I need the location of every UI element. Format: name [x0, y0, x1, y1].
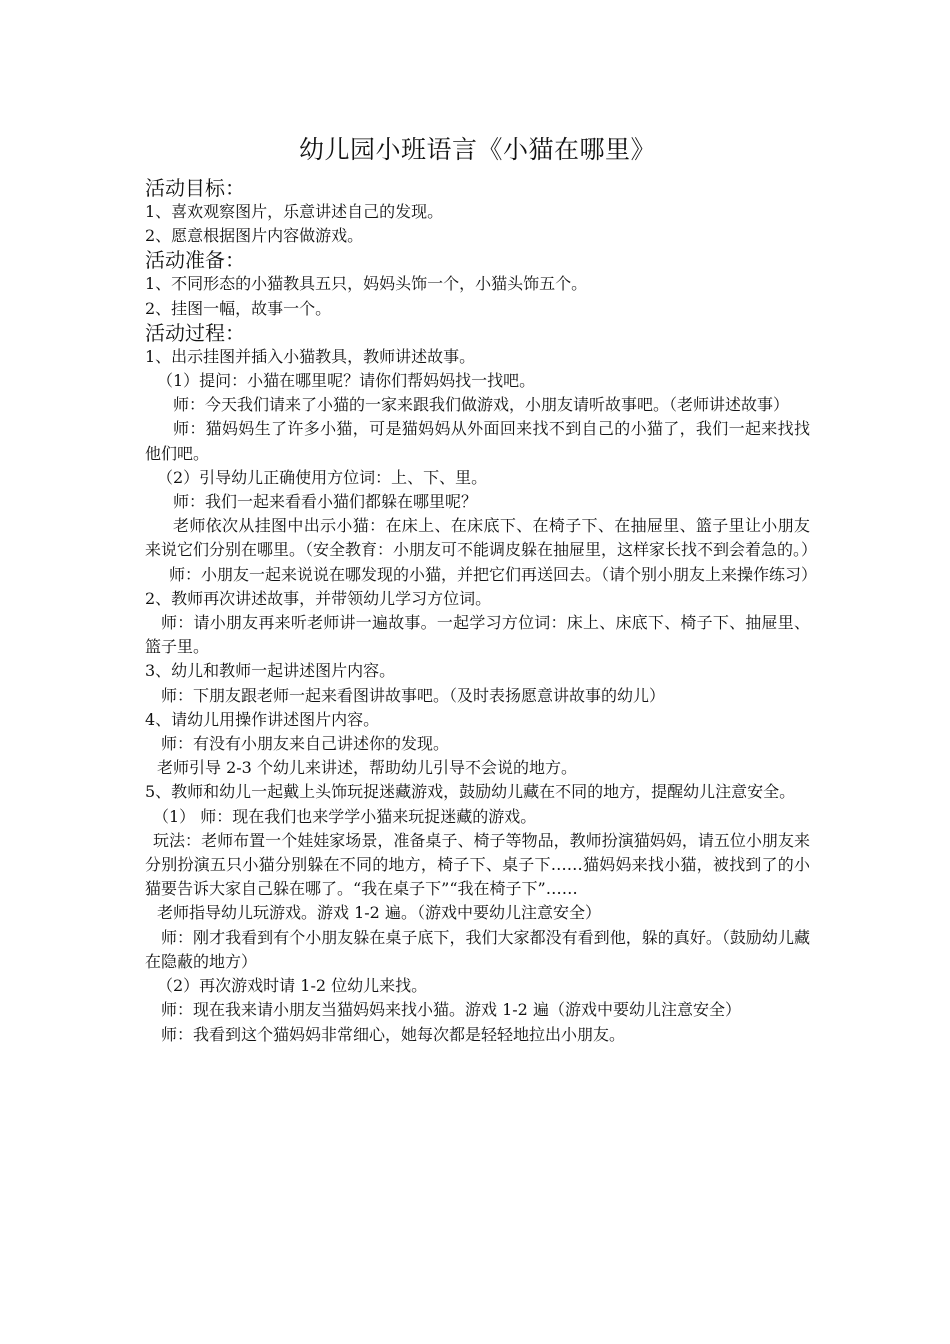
paragraph: 师：刚才我看到有个小朋友躲在桌子底下，我们大家都没有看到他，躲的真好。（鼓励幼儿藏在隐蔽的地方）	[145, 927, 810, 971]
paragraph: （2）引导幼儿正确使用方位词：上、下、里。	[157, 467, 488, 487]
section-heading: 活动过程：	[145, 320, 245, 345]
paragraph: 1、喜欢观察图片，乐意讲述自己的发现。	[145, 202, 444, 221]
paragraph: 师：请小朋友再来听老师讲一遍故事。一起学习方位词：床上、床底下、椅子下、抽屉里、篮子里。	[145, 613, 810, 657]
paragraph: 5、教师和幼儿一起戴上头饰玩捉迷藏游戏，鼓励幼儿藏在不同的地方，提醒幼儿注意安全。	[145, 782, 796, 802]
paragraph: 老师依次从挂图中出示小猫：在床上、在床底下、在椅子下、在抽屉里、篮子里让小朋友来说它们分别在哪里。（安全教育：小朋友可不能调皮躲在抽屉里，这样家长找不到会着急的。）	[145, 516, 818, 560]
section-heading: 活动目标：	[145, 176, 245, 200]
paragraph: 2、教师再次讲述故事，并带领幼儿学习方位词。	[145, 588, 492, 608]
paragraph: （2）再次游戏时请 1-2 位幼儿来找。	[157, 976, 428, 996]
paragraph: 师：现在我来请小朋友当猫妈妈来找小猫。游戏 1-2 遍（游戏中要幼儿注意安全）	[161, 1000, 741, 1020]
paragraph: 3、幼儿和教师一起讲述图片内容。	[145, 661, 396, 681]
paragraph: 1、不同形态的小猫教具五只，妈妈头饰一个，小猫头饰五个。	[145, 274, 588, 294]
paragraph: 老师指导幼儿玩游戏。游戏 1-2 遍。（游戏中要幼儿注意安全）	[157, 903, 601, 923]
paragraph: 4、请幼儿用操作讲述图片内容。	[145, 709, 380, 729]
paragraph: （1） 师：现在我们也来学学小猫来玩捉迷藏的游戏。	[153, 806, 537, 826]
paragraph: 2、愿意根据图片内容做游戏。	[145, 226, 364, 246]
document-lines	[145, 176, 818, 1047]
paragraph: 师：有没有小朋友来自己讲述你的发现。	[161, 734, 450, 754]
paragraph: 2、挂图一幅，故事一个。	[145, 298, 332, 318]
document-body	[145, 128, 818, 1047]
paragraph: 师：小朋友一起来说说在哪发现的小猫，并把它们再送回去。（请个别小朋友上来操作练习）	[169, 564, 818, 584]
section-heading: 活动准备：	[145, 248, 245, 273]
paragraph: 玩法：老师布置一个娃娃家场景，准备桌子、椅子等物品，教师扮演猫妈妈，请五位小朋友来分别扮演五只小猫分别躲在不同的地方，椅子下、桌子下……猫妈妈来找小猫，被找到了的小猫要告诉大家自己躲在哪了。“我在桌子下”“我在椅子下”……	[145, 830, 810, 899]
paragraph: 师：我看到这个猫妈妈非常细心，她每次都是轻轻地拉出小朋友。	[161, 1024, 626, 1044]
paragraph: 师：下朋友跟老师一起来看图讲故事吧。（及时表扬愿意讲故事的幼儿）	[161, 685, 666, 705]
paragraph: 师：今天我们请来了小猫的一家来跟我们做游戏，小朋友请听故事吧。（老师讲述故事）	[173, 395, 790, 415]
document-title: 幼儿园小班语言《小猫在哪里》	[298, 135, 656, 164]
paragraph: 老师引导 2-3 个幼儿来讲述，帮助幼儿引导不会说的地方。	[157, 758, 577, 778]
paragraph: 师：我们一起来看看小猫们都躲在哪里呢？	[173, 492, 478, 512]
paragraph: 1、出示挂图并插入小猫教具，教师讲述故事。	[145, 346, 476, 366]
paragraph: 师：猫妈妈生了许多小猫，可是猫妈妈从外面回来找不到自己的小猫了，我们一起来找找他们吧。	[145, 419, 810, 463]
paragraph: （1）提问：小猫在哪里呢？请你们帮妈妈找一找吧。	[157, 371, 536, 391]
